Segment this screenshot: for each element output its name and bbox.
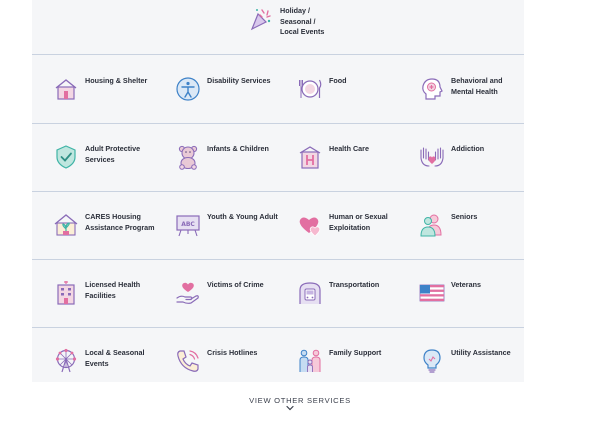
hand-heart-icon bbox=[175, 280, 201, 306]
phone-icon bbox=[175, 348, 201, 374]
head-plus-icon bbox=[419, 76, 445, 102]
service-label-line: Services bbox=[85, 154, 115, 164]
bus-icon bbox=[297, 280, 323, 306]
service-label-line: Behavioral and bbox=[451, 76, 503, 85]
building-icon bbox=[53, 280, 79, 306]
service-label-line: Disability Services bbox=[207, 76, 271, 85]
row-divider bbox=[32, 123, 524, 124]
house-icon bbox=[53, 76, 79, 102]
svg-text:ABC: ABC bbox=[181, 221, 195, 228]
service-label-line: Seasonal / bbox=[280, 16, 316, 26]
party-popper-icon bbox=[248, 6, 274, 32]
accessibility-icon bbox=[175, 76, 201, 102]
service-label-line: Seniors bbox=[451, 212, 478, 221]
service-label-line: Utility Assistance bbox=[451, 348, 511, 357]
service-label-line: Assistance Program bbox=[85, 222, 155, 232]
service-label-line: Infants & Children bbox=[207, 144, 269, 153]
lightbulb-icon bbox=[419, 348, 445, 374]
view-other-services-link[interactable]: VIEW OTHER SERVICES bbox=[249, 396, 351, 405]
row-divider bbox=[32, 259, 524, 260]
teddy-bear-icon bbox=[175, 144, 201, 170]
row-divider bbox=[32, 191, 524, 192]
row-divider bbox=[32, 327, 524, 328]
service-label-line: Health Care bbox=[329, 144, 369, 153]
us-flag-icon bbox=[419, 280, 445, 306]
service-label-line: Housing & Shelter bbox=[85, 76, 148, 85]
service-label-line: Local Events bbox=[280, 27, 325, 36]
service-label-line: Holiday / bbox=[280, 6, 310, 15]
service-label-line: Victims of Crime bbox=[207, 280, 264, 289]
hospital-icon bbox=[297, 144, 323, 170]
service-label-line: Veterans bbox=[451, 280, 481, 289]
service-label-line: Events bbox=[85, 358, 109, 368]
family-icon bbox=[297, 348, 323, 374]
house-plant-icon bbox=[53, 212, 79, 238]
service-label-line: Mental Health bbox=[451, 86, 498, 96]
service-label-line: Food bbox=[329, 76, 347, 85]
service-label-line: Adult Protective bbox=[85, 144, 141, 153]
hands-heart-icon bbox=[419, 144, 445, 170]
service-label-line: Family Support bbox=[329, 348, 382, 357]
chalkboard-abc-icon bbox=[175, 212, 201, 238]
service-label-line: Licensed Health bbox=[85, 280, 141, 289]
service-label-line: Human or Sexual bbox=[329, 212, 388, 221]
service-label-line: Youth & Young Adult bbox=[207, 212, 278, 221]
service-label-line: CARES Housing bbox=[85, 212, 141, 221]
broken-hearts-icon bbox=[297, 212, 323, 238]
services-panel bbox=[32, 0, 524, 382]
service-label-line: Exploitation bbox=[329, 222, 371, 232]
service-label-line: Transportation bbox=[329, 280, 380, 289]
ferris-wheel-icon bbox=[53, 348, 79, 374]
chevron-down-icon[interactable] bbox=[286, 405, 294, 411]
service-label-line: Crisis Hotlines bbox=[207, 348, 258, 357]
people-icon bbox=[419, 212, 445, 238]
shield-check-icon bbox=[53, 144, 79, 170]
service-label-line: Addiction bbox=[451, 144, 485, 153]
service-label-line: Local & Seasonal bbox=[85, 348, 145, 357]
service-label-line: Facilities bbox=[85, 290, 116, 300]
plate-cutlery-icon bbox=[297, 76, 323, 102]
row-divider bbox=[32, 54, 524, 55]
